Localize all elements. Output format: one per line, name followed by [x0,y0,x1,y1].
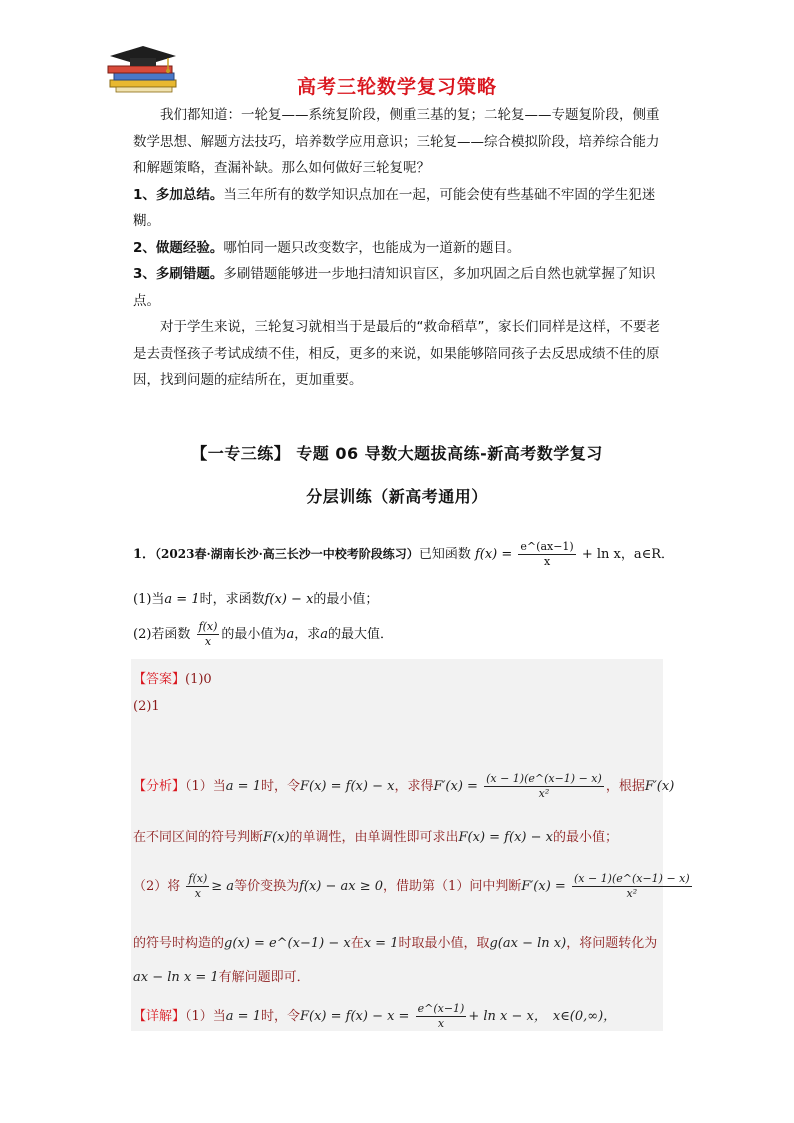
text: 时取最小值，取 [398,936,490,951]
analysis-line-5 [133,966,310,985]
math: F′(x) = [521,879,566,894]
text: (2)若函数 [133,627,191,642]
fraction-numerator: f(x) [188,872,208,885]
tip-1 [133,182,663,235]
text: 在不同区间的符号判断 [133,830,264,845]
question-part-1 [133,588,378,607]
answer-1: (1)0 [185,672,212,687]
math: F(x) [263,830,290,845]
closing-paragraph: 对于学生来说，三轮复习就相当于是最后的“救命稻草”，家长们同样是这样，不要老是去责怪孩子考试成绩不佳，相反，更多的来说，如果能够陪同孩子去反思成绩不佳的原因，找到问题的症结所在，更加重要。 [133,319,660,388]
text: 等价变换为 [234,879,300,894]
analysis-line-3 [133,872,694,901]
tip-1-text: 当三年所有的数学知识点加在一起，可能会使有些基础不牢固的学生犯迷糊。 [133,186,656,229]
text: 的最小值； [552,830,618,845]
math: f(x) − x [264,592,314,607]
text: ，将问题转化为 [566,936,658,951]
answer-2: (2)1 [133,699,160,714]
fraction [518,540,575,569]
math: ≥ a [211,879,235,894]
question-source: （2023春·湖南长沙·高三长沙一中校考阶段练习） [155,547,419,561]
math: g(x) = e^(x−1) − x [224,936,351,951]
topic-heading-line1: 【一专三练】 专题 06 导数大题拔高练-新高考数学复习 [191,444,603,463]
fraction-numerator: (x − 1)(e^(x−1) − x) [486,772,602,785]
text: 时，令 [260,1009,300,1024]
fraction [572,872,692,901]
math: + ln x − x， [468,1009,547,1024]
math: F′(x) = [433,779,478,794]
fraction [197,620,220,649]
fraction-numerator: e^(x−1) [417,1002,465,1015]
text: ，借助第（1）问中判断 [383,879,522,894]
text: ，求 [294,627,321,642]
text: 时，求函数 [199,592,265,607]
math: F(x) = f(x) − x [458,830,553,845]
main-title: 高考三轮数学复习策略 [296,76,497,98]
math: x∈(0,∞)， [552,1009,617,1024]
fraction-numerator: e^(ax−1) [520,540,574,553]
text: （1）当 [185,779,226,794]
intro-paragraph: 我们都知道：一轮复——系统复阶段，侧重三基的复；二轮复——专题复阶段，侧重数学思想、解题方法技巧，培养数学应用意识；三轮复——综合模拟阶段，培养综合能力和解题策略，查漏补缺。那么如何做好三轮复呢？ [133,107,660,176]
fraction-numerator: (x − 1)(e^(x−1) − x) [573,872,690,885]
math: ax − ln x = 1 [133,970,219,985]
math: a [286,627,295,642]
tip-2-label: 2、做题经验。 [133,239,224,256]
text: ，根据 [605,779,645,794]
math: a = 1 [225,779,261,794]
math: x = 1 [363,936,399,951]
fraction-denominator: x² [626,887,638,900]
text: 的单调性，由单调性即可求出 [289,830,459,845]
analysis-line-4 [133,932,657,951]
answer-line-2 [133,699,160,714]
math: F(x) = f(x) − x = [300,1009,410,1024]
function-def: f(x) = [474,547,513,562]
analysis-line-1 [133,772,674,801]
intro-section [133,102,663,394]
math: a [320,627,328,642]
function-tail: + ln x，a∈R． [581,547,675,562]
question-part-2 [133,620,393,649]
math: g(ax − ln x) [489,936,567,951]
text: 在 [350,936,364,951]
fraction [484,772,604,801]
detail-label: 【详解】 [133,1009,186,1024]
tip-1-label: 1、多加总结。 [133,186,224,203]
math: F′(x) [644,779,675,794]
fraction-denominator: x [437,1017,445,1030]
fraction-numerator: f(x) [198,620,218,633]
math: F(x) = f(x) − x [300,779,395,794]
tip-3 [133,261,663,314]
text: (1)当 [133,592,165,607]
math: a = 1 [164,592,200,607]
question-stem [133,540,674,569]
answer-label: 【答案】 [133,672,186,687]
text: （2）将 [133,879,181,894]
text: 的最大值． [327,627,393,642]
math: a = 1 [225,1009,261,1024]
topic-heading-line2: 分层训练（新高考通用） [306,487,488,506]
question-number: 1． [133,547,156,562]
analysis-line-2 [133,826,618,845]
tip-3-text: 多刷错题能够进一步地扫清知识盲区，多加巩固之后自然也就掌握了知识点。 [133,266,656,309]
tip-2 [133,235,663,262]
text: 的符号时构造的 [133,936,225,951]
fraction-denominator: x² [538,787,550,800]
analysis-label: 【分析】 [133,779,186,794]
text: 的最小值； [313,592,379,607]
tip-2-text: 哪怕同一题只改变数字，也能成为一道新的题目。 [223,239,521,256]
fraction-denominator: x [194,887,201,900]
text: 的最小值为 [221,627,287,642]
fraction [416,1002,467,1031]
math: f(x) − ax ≥ 0 [299,879,384,894]
answer-line-1 [133,668,212,687]
text: 有解问题即可． [218,970,310,985]
fraction-denominator: x [543,555,551,568]
stem-text: 已知函数 [418,547,471,562]
fraction-denominator: x [204,635,212,648]
text: ，求得 [394,779,434,794]
text: 时，令 [260,779,300,794]
tip-3-label: 3、多刷错题。 [133,266,224,282]
detail-line-1 [133,1002,616,1031]
fraction [186,872,209,901]
text: （1）当 [185,1009,226,1024]
